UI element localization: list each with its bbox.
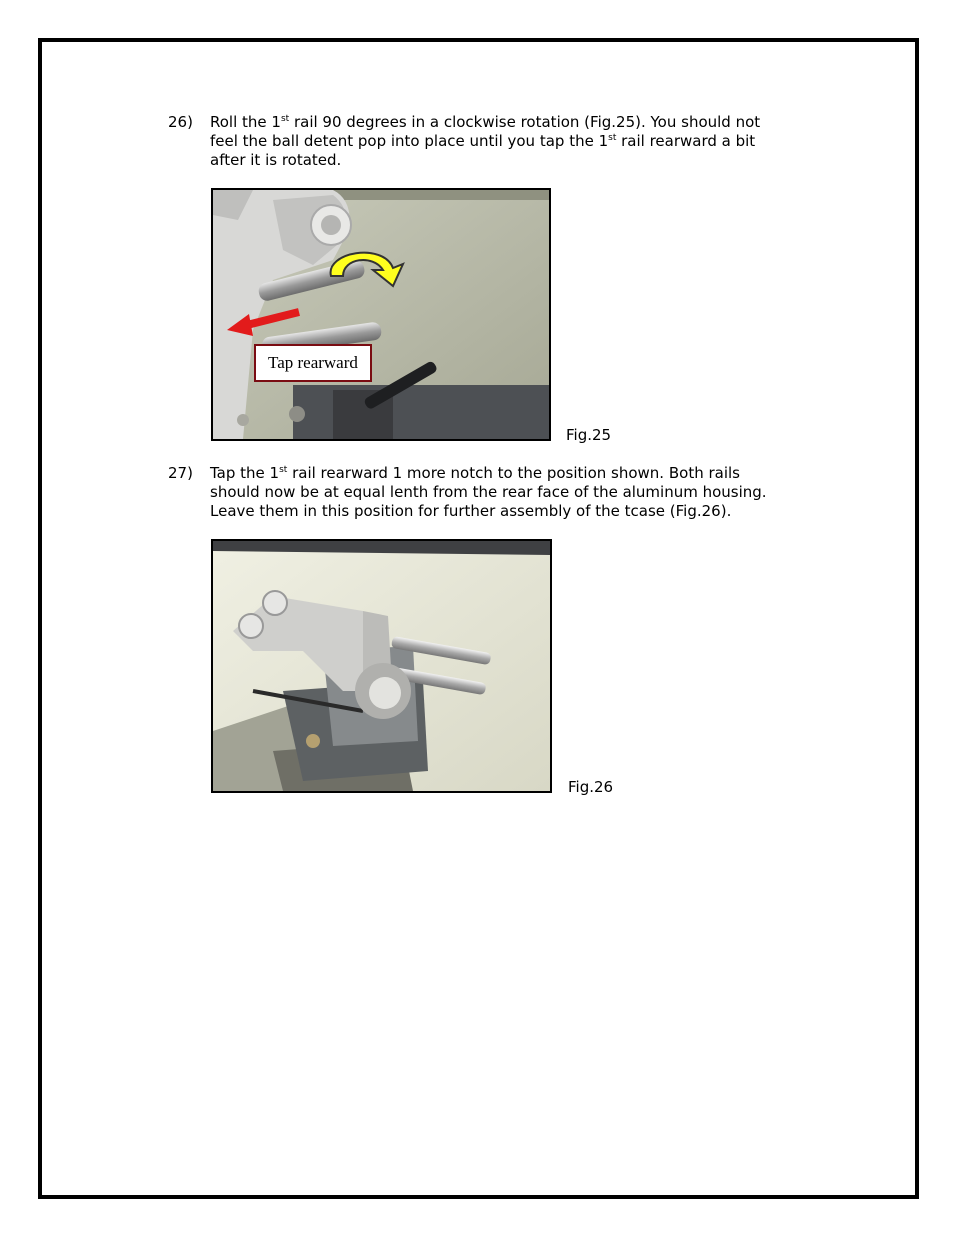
step-text-part: feel the ball detent pop into place until you tap the 1 [210, 132, 609, 150]
superscript: st [279, 465, 288, 475]
step-text-part: should now be at equal lenth from the rear face of the aluminum housing. [210, 483, 767, 501]
figure-26-photo [211, 539, 552, 793]
step-text-part: rail 90 degrees in a clockwise rotation (Fig.25). You should not [289, 113, 761, 131]
step-number: 26) [168, 113, 193, 131]
figure-25-caption: Fig.25 [566, 426, 612, 444]
figure-25-photo [211, 188, 551, 441]
step-text-part: Tap the 1 [210, 464, 280, 482]
step-text-part: after it is rotated. [210, 151, 342, 169]
step-text-part: Roll the 1 [210, 113, 281, 131]
figure-26-illustration [213, 541, 550, 791]
step-text [210, 113, 810, 170]
superscript: st [280, 114, 290, 124]
step-text-part: rail rearward a bit [616, 132, 756, 150]
step-text-part: rail rearward 1 more notch to the position shown. Both rails [287, 464, 740, 482]
figure-25-callout: Tap rearward [254, 344, 372, 382]
superscript: st [608, 133, 617, 143]
step-text-part: Leave them in this position for further assembly of the tcase (Fig.26). [210, 502, 732, 520]
figure-26-caption: Fig.26 [568, 778, 614, 796]
figure-25-illustration [213, 190, 549, 439]
step-text [210, 464, 810, 521]
step-number: 27) [168, 464, 193, 482]
